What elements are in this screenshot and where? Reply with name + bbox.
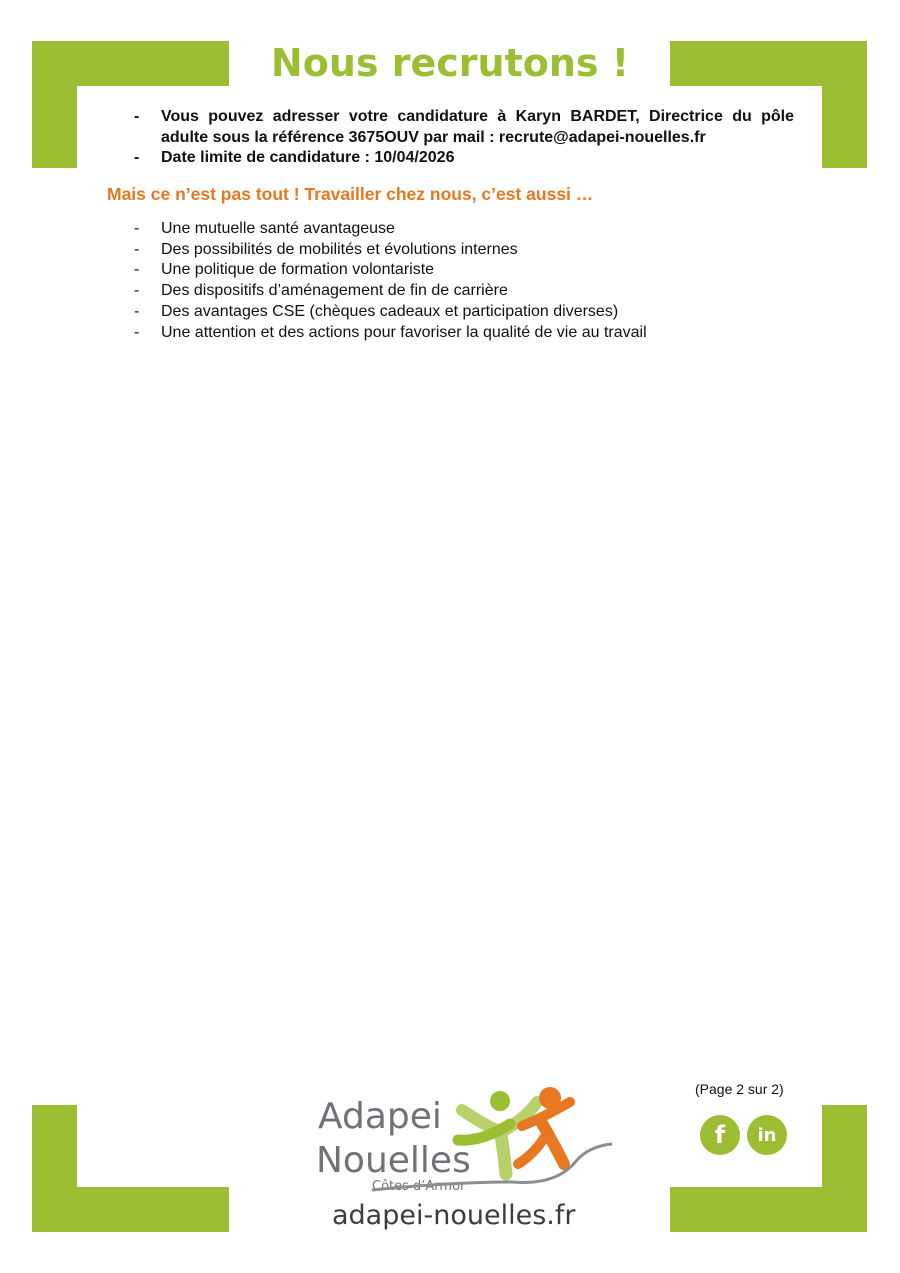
benefit-text: Des possibilités de mobilités et évolutions internes <box>161 240 518 258</box>
logo-line-1: Adapei <box>318 1096 442 1137</box>
logo-orange-leg <box>518 1138 544 1164</box>
logo-line-3: Côtes d’Armor <box>372 1179 466 1194</box>
page-title: Nous recrutons ! <box>270 41 630 85</box>
list-item <box>130 281 794 302</box>
list-dash: - <box>134 261 140 279</box>
list-dash: - <box>134 240 140 258</box>
list-item <box>130 302 794 323</box>
benefit-text: Une politique de formation volontariste <box>161 261 435 279</box>
website-link[interactable]: adapei-nouelles.fr <box>332 1200 576 1231</box>
list-dash: - <box>134 108 140 125</box>
application-deadline: Date limite de candidature : 10/04/2026 <box>161 149 455 167</box>
bottom-left-bracket-cutout <box>77 1105 229 1187</box>
application-list <box>130 107 794 169</box>
benefit-text: Une mutuelle santé avantageuse <box>161 220 395 237</box>
list-dash: - <box>134 220 140 237</box>
benefit-text: Une attention et des actions pour favoriser la qualité de vie au travail <box>161 323 647 341</box>
list-dash: - <box>134 323 140 341</box>
list-item <box>130 323 794 344</box>
adapei-nouelles-logo <box>312 1082 617 1194</box>
application-instructions: Vous pouvez adresser votre candidature à Karyn BARDET, Directrice du pôle adulte sous la référence 3675OUV par mail : recrute@adapei-nouelles.fr <box>161 108 794 146</box>
page-indicator: (Page 2 sur 2) <box>695 1081 784 1097</box>
list-item <box>130 148 794 169</box>
list-dash: - <box>134 302 140 320</box>
benefit-text: Des dispositifs d’aménagement de fin de carrière <box>161 282 508 300</box>
linkedin-icon[interactable] <box>747 1115 787 1155</box>
list-item <box>130 219 794 240</box>
facebook-glyph: f <box>714 1121 726 1149</box>
bottom-right-bracket-cutout <box>670 1105 822 1187</box>
list-item <box>130 240 794 261</box>
benefit-text: Des avantages CSE (chèques cadeaux et participation diverses) <box>161 302 619 320</box>
list-item <box>130 260 794 281</box>
list-dash: - <box>134 149 140 167</box>
logo-green-head <box>490 1091 510 1111</box>
logo-green-body <box>500 1130 506 1174</box>
linkedin-glyph: in <box>757 1124 777 1146</box>
logo-line-2: Nouelles <box>316 1140 471 1181</box>
list-item <box>130 107 794 148</box>
benefits-heading: Mais ce n’est pas tout ! Travailler chez nous, c’est aussi … <box>107 184 594 204</box>
benefits-list <box>130 219 794 343</box>
facebook-icon[interactable] <box>700 1115 740 1155</box>
list-dash: - <box>134 282 140 300</box>
